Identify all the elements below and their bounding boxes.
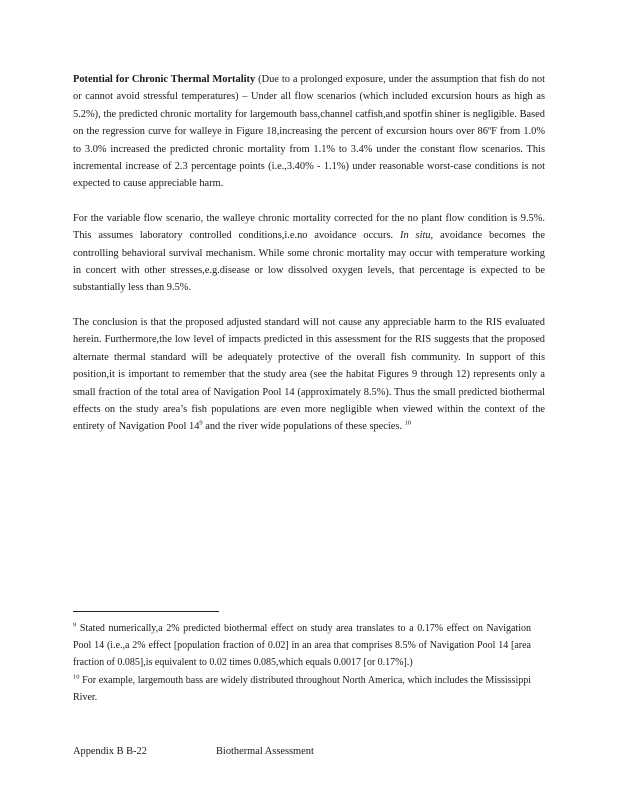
paragraph-text: (Due to a prolonged exposure, under the assumption that fish do not or cannot avoid stressful temperatures) – Under all flow scenarios (which included excursion hours as high as 5.2%), the predicted chronic mortality for largemouth bass,channel catfish,and spotfin shiner is negligible. Based on the regression curve for walleye in Figure 18,increasing the percent of excursion hours over 86ºF from 1.0% to 3.0% increased the predicted chronic mortality from 1.1% to 3.4% under the constant flow scenarios. This incremental increase of 2.3 percentage points (i.e.,3.40% - 1.1%) under reasonable worst-case conditions is not expected to cause appreciable harm. xyxy=(73,74,545,190)
footnote-9 xyxy=(73,620,531,672)
paragraph-chronic-mortality xyxy=(73,71,545,193)
paragraph-text: and the river wide populations of these species. xyxy=(202,421,403,433)
footer-section-title: Biothermal Assessment xyxy=(216,746,314,757)
footnote-separator xyxy=(73,611,219,612)
footnote-10 xyxy=(73,672,531,706)
body-text xyxy=(73,71,545,436)
footnote-reference-9[interactable]: 9 xyxy=(199,419,203,427)
paragraph-text: For the variable flow scenario, the walleye chronic mortality corrected for the no plant flow condition is 9.5%. This assumes laboratory controlled conditions,i.e.no avoidance occurs. xyxy=(73,212,545,242)
footnote-mark: 10 xyxy=(73,673,80,681)
paragraph-variable-flow xyxy=(73,210,545,297)
section-heading: Potential for Chronic Thermal Mortality xyxy=(73,74,256,85)
footnote-text: Stated numerically,a 2% predicted biothermal effect on study area translates to a 0.17% effect on Navigation Pool 14 (i.e.,a 2% effect [population fraction of 0.02] in an area that comprises 8.5% of Navigation Pool 14 [area fraction of 0.085],is equivalent to 0.02 times 0.085,which equals 0.0017 [or 0.17%].) xyxy=(73,623,531,669)
page-footer xyxy=(73,743,533,760)
footnotes xyxy=(73,620,531,706)
footnote-mark: 9 xyxy=(73,621,77,629)
footnote-reference-10[interactable]: 10 xyxy=(404,419,412,427)
footer-appendix-label: Appendix B B-22 xyxy=(73,746,147,757)
footnote-text: For example, largemouth bass are widely distributed throughout North America, which includes the Mississippi River. xyxy=(73,674,531,703)
italic-term: In situ xyxy=(399,230,431,242)
paragraph-conclusion xyxy=(73,314,545,436)
paragraph-text: , avoidance becomes the controlling behavioral survival mechanism. While some chronic mortality may occur with temperature working in concert with other stresses,e.g.disease or low dissolved oxygen levels, that percentage is expected to be substantially less than 9.5%. xyxy=(73,230,545,294)
paragraph-text: The conclusion is that the proposed adjusted standard will not cause any appreciable harm to the RIS evaluated herein. Furthermore,the low level of impacts predicted in this assessment for the RIS suggests that the proposed alternate thermal standard will be adequately protective of the overall fish community. In support of this position,it is important to remember that the study area (see the habitat Figures 9 through 12) represents only a small fraction of the total area of Navigation Pool 14 (approximately 8.5%). Thus the small predicted biothermal effects on the study area’s fish populations are even more negligible when viewed within the context of the entirety of Navigation Pool 14 xyxy=(73,316,545,433)
